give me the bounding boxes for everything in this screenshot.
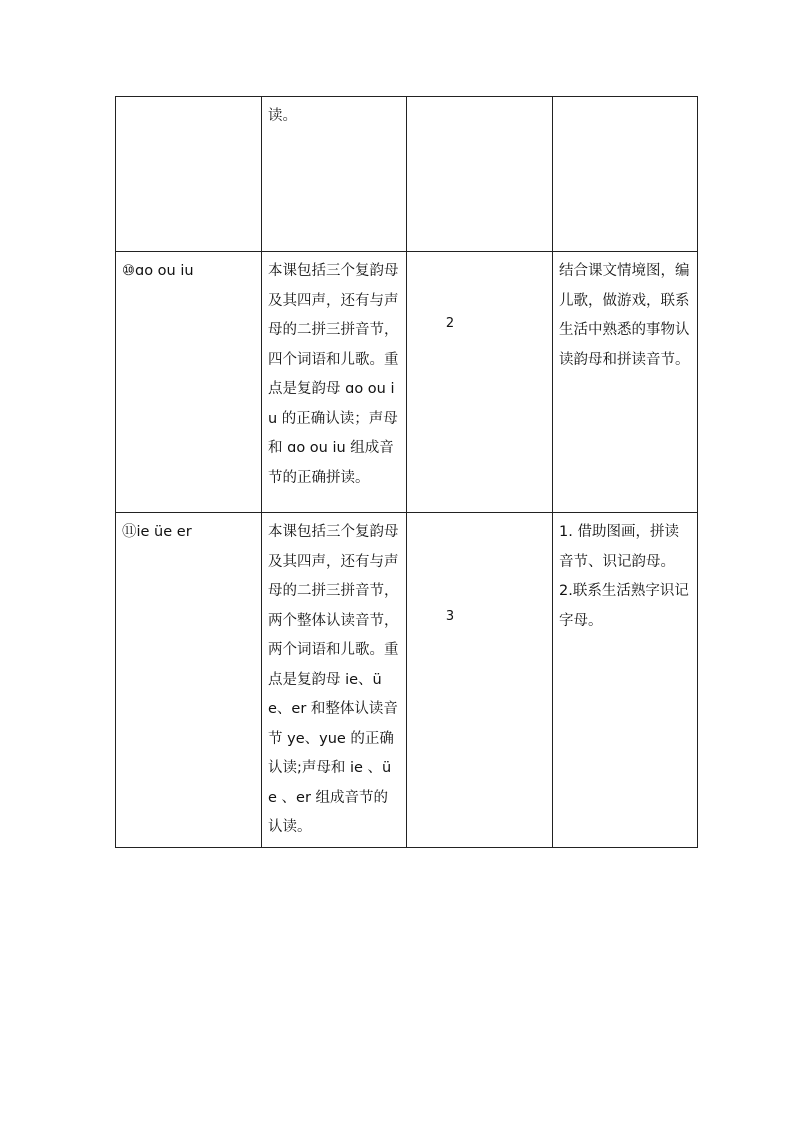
- hours-value: 2: [445, 316, 455, 331]
- lesson-cell: [116, 97, 262, 252]
- hours-cell: [407, 252, 553, 513]
- lesson-cell: [116, 513, 262, 848]
- content-text: 读。: [268, 108, 297, 124]
- hours-cell: [407, 97, 553, 252]
- content-cell: [262, 97, 407, 252]
- lesson-title: ⑩ɑo ou iu: [122, 263, 194, 279]
- content-text: 本课包括三个复韵母及其四声，还有与声母的二拼三拼音节，两个整体认读音节，两个词语和儿歌。重点是复韵母 ie、üe、er 和整体认读音节 ye、yue 的正确认读;声母和 ie 、üe 、er 组成音节的认读。: [268, 524, 399, 835]
- table-row: [116, 513, 698, 848]
- table-row: [116, 97, 698, 252]
- content-cell: [262, 513, 407, 848]
- content-cell: [262, 252, 407, 513]
- method-cell: [553, 97, 698, 252]
- method-text: 结合课文情境图，编儿歌，做游戏，联系生活中熟悉的事物认读韵母和拼读音节。: [559, 263, 690, 368]
- method-cell: [553, 252, 698, 513]
- hours-cell: [407, 513, 553, 848]
- content-text: 本课包括三个复韵母及其四声，还有与声母的二拼三拼音节，四个词语和儿歌。重点是复韵母 ɑo ou iu 的正确认读；声母和 ɑo ou iu 组成音节的正确拼读。: [268, 263, 399, 486]
- hours-value: 3: [445, 609, 455, 624]
- method-step-2: 2.联系生活熟字识记字母。: [559, 583, 689, 629]
- lesson-cell: [116, 252, 262, 513]
- lesson-plan-table: [115, 96, 698, 848]
- table-row: [116, 252, 698, 513]
- method-step-1: 1. 借助图画，拼读音节、识记韵母。: [559, 524, 679, 570]
- method-cell: [553, 513, 698, 848]
- lesson-title: ⑪ie üe er: [122, 524, 192, 540]
